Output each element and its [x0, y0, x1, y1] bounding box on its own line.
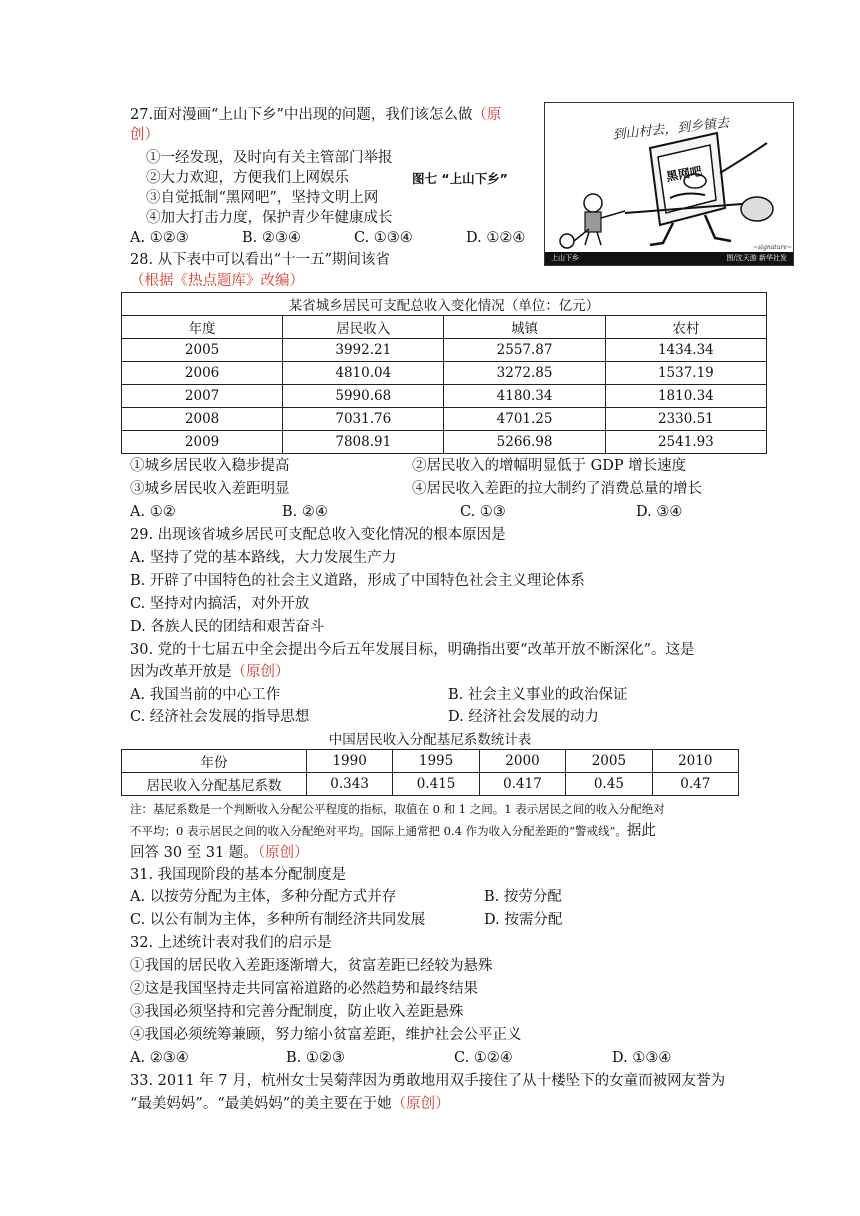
table-cell: 0.45 — [566, 773, 652, 796]
gini-source: （原创） — [257, 845, 309, 861]
svg-text:~signature~: ~signature~ — [753, 244, 793, 251]
income-table-header: 城镇 — [444, 316, 605, 339]
table-cell: 1810.34 — [605, 385, 766, 408]
income-table-header: 农村 — [605, 316, 766, 339]
cartoon-band-right: 图/沈天游 新华社发 — [726, 254, 787, 262]
table-cell: 0.417 — [479, 773, 565, 796]
q29-stem: 29. 出现该省城乡居民可支配总收入变化情况的根本原因是 — [130, 527, 506, 543]
table-cell: 0.47 — [652, 773, 738, 796]
q29-choice-a: A. 坚持了党的基本路线，大力发展生产力 — [130, 550, 397, 566]
cartoon-band-left: 上山下乡 — [551, 254, 579, 262]
q32-option-4: ④我国必须统筹兼顾，努力缩小贫富差距，维护社会公平正义 — [130, 1027, 522, 1043]
gini-note-line1: 注：基尼系数是一个判断收入分配公平程度的指标，取值在 0 和 1 之间。1 表示居民之间的收入分配绝对 — [130, 802, 665, 816]
q28-stem: 28. 从下表中可以看出“十一五”期间该省 — [130, 252, 390, 268]
table-row — [122, 408, 767, 431]
figure-caption: 图七 “上山下乡” — [412, 171, 508, 186]
q27-source: （原 — [472, 107, 502, 123]
table-cell: 2009 — [122, 431, 283, 454]
q32-option-3: ③我国必须坚持和完善分配制度，防止收入差距悬殊 — [130, 1004, 464, 1020]
cartoon-drawing — [545, 103, 793, 265]
table-cell: 1995 — [393, 750, 479, 773]
income-table — [121, 292, 767, 454]
q28-choice-a: A. ①② — [130, 504, 176, 520]
q27-stem: 27.面对漫画“上山下乡”中出现的问题，我们该怎么做（原 — [130, 107, 502, 123]
table-row — [122, 339, 767, 362]
table-cell: 4701.25 — [444, 408, 605, 431]
q31-stem: 31. 我国现阶段的基本分配制度是 — [130, 867, 347, 883]
table-cell: 2000 — [479, 750, 565, 773]
table-cell: 1537.19 — [605, 362, 766, 385]
q31-choice-d: D. 按需分配 — [484, 912, 563, 928]
q27-choice-a: A. ①②③ — [130, 230, 189, 246]
q32-stem: 32. 上述统计表对我们的启示是 — [130, 935, 332, 951]
table-cell: 0.343 — [306, 773, 392, 796]
q30-choice-b: B. 社会主义事业的政治保证 — [448, 687, 628, 703]
q27-source-cont: 创） — [130, 127, 159, 143]
table-cell: 2005 — [566, 750, 652, 773]
income-table-title: 某省城乡居民可支配总收入变化情况（单位：亿元） — [122, 293, 767, 316]
table-cell: 2330.51 — [605, 408, 766, 431]
gini-note-line2: 不平均；0 表示居民之间的收入分配绝对平均。国际上通常把 0.4 作为收入分配差距的“警戒线”。据此 — [130, 823, 656, 839]
table-cell: 2541.93 — [605, 431, 766, 454]
q29-choice-c: C. 坚持对内搞活，对外开放 — [130, 596, 310, 612]
table-cell: 4180.34 — [444, 385, 605, 408]
table-cell: 7808.91 — [283, 431, 444, 454]
q29-choice-d: D. 各族人民的团结和艰苦奋斗 — [130, 619, 325, 635]
gini-table — [121, 749, 739, 796]
q28-option-2: ②居民收入的增幅明显低于 GDP 增长速度 — [412, 458, 687, 474]
table-cell: 1434.34 — [605, 339, 766, 362]
cartoon-credit-band — [545, 252, 793, 265]
q27-choice-d: D. ①②④ — [466, 230, 526, 246]
q30-source: （原创） — [231, 664, 290, 680]
q28-choice-d: D. ③④ — [636, 504, 683, 520]
q30-choice-d: D. 经济社会发展的动力 — [448, 709, 599, 725]
child-figure — [560, 194, 625, 248]
q28-option-4: ④居民收入差距的拉大制约了消费总量的增长 — [412, 481, 702, 497]
q33-source: （原创） — [391, 1096, 450, 1112]
q31-choice-a: A. 以按劳分配为主体，多种分配方式并存 — [130, 889, 397, 905]
monitor-screen-text: 黑网吧 — [665, 163, 703, 184]
q29-choice-b: B. 开辟了中国特色的社会主义道路，形成了中国特色社会主义理论体系 — [130, 573, 585, 589]
table-cell: 2008 — [122, 408, 283, 431]
q27-option-1: ①一经发现，及时向有关主管部门举报 — [146, 150, 393, 166]
table-cell: 5266.98 — [444, 431, 605, 454]
table-row — [122, 385, 767, 408]
q30-stem: 30. 党的十七届五中全会提出今后五年发展目标，明确指出要“改革开放不断深化”。这是 — [130, 642, 695, 658]
q31-choice-b: B. 按劳分配 — [484, 889, 562, 905]
table-cell: 5990.68 — [283, 385, 444, 408]
q27-option-4: ④加大打击力度，保护青少年健康成长 — [146, 210, 393, 226]
q27-choice-c: C. ①③④ — [354, 230, 413, 246]
gini-table-title: 中国居民收入分配基尼系数统计表 — [328, 732, 532, 748]
q32-choice-a: A. ②③④ — [130, 1050, 189, 1066]
q28-source: （根据《热点题库》改编） — [130, 273, 304, 289]
monitor-figure — [625, 133, 773, 245]
q33-stem-cont: “最美妈妈”。“最美妈妈”的美主要在于她（原创） — [130, 1096, 450, 1112]
q32-option-2: ②这是我国坚持走共同富裕道路的必然趋势和最终结果 — [130, 981, 478, 997]
q30-stem-cont: 因为改革开放是（原创） — [130, 664, 290, 680]
income-table-header: 居民收入 — [283, 316, 444, 339]
cartoon-handwritten-caption: 到山村去，到乡镇去 — [611, 115, 730, 143]
table-cell: 7031.76 — [283, 408, 444, 431]
q31-choice-c: C. 以公有制为主体，多种所有制经济共同发展 — [130, 912, 426, 928]
q27-option-3: ③自觉抵制“黑网吧”，坚持文明上网 — [146, 190, 379, 206]
table-cell: 1990 — [306, 750, 392, 773]
q27-choice-b: B. ②③④ — [242, 230, 301, 246]
table-cell: 2557.87 — [444, 339, 605, 362]
q32-choice-d: D. ①③④ — [612, 1050, 672, 1066]
q32-choice-c: C. ①②④ — [454, 1050, 513, 1066]
q28-choice-c: C. ①③ — [460, 504, 506, 520]
table-cell: 0.415 — [393, 773, 479, 796]
q28-choice-b: B. ②④ — [282, 504, 328, 520]
q28-option-3: ③城乡居民收入差距明显 — [130, 481, 290, 497]
gini-note-line3: 回答 30 至 31 题。（原创） — [130, 845, 309, 861]
q32-choice-b: B. ①②③ — [286, 1050, 345, 1066]
table-cell: 2005 — [122, 339, 283, 362]
q33-stem: 33. 2011 年 7 月，杭州女士吴菊萍因为勇敢地用双手接住了从十楼坠下的女童而被网友誉为 — [130, 1073, 726, 1089]
table-cell: 3272.85 — [444, 362, 605, 385]
table-cell: 2006 — [122, 362, 283, 385]
q32-option-1: ①我国的居民收入差距逐渐增大，贫富差距已经较为悬殊 — [130, 958, 493, 974]
q30-choice-c: C. 经济社会发展的指导思想 — [130, 709, 310, 725]
table-cell: 2010 — [652, 750, 738, 773]
q28-option-1: ①城乡居民收入稳步提高 — [130, 458, 290, 474]
table-row — [122, 431, 767, 454]
table-row — [122, 362, 767, 385]
table-cell: 2007 — [122, 385, 283, 408]
table-cell: 3992.21 — [283, 339, 444, 362]
gini-row-label: 年份 — [122, 750, 307, 773]
cartoon-image — [544, 102, 794, 266]
table-cell: 4810.04 — [283, 362, 444, 385]
q27-option-2: ②大力欢迎，方便我们上网娱乐 — [146, 170, 349, 186]
gini-row-label: 居民收入分配基尼系数 — [122, 773, 307, 796]
income-table-header: 年度 — [122, 316, 283, 339]
q30-choice-a: A. 我国当前的中心工作 — [130, 687, 281, 703]
